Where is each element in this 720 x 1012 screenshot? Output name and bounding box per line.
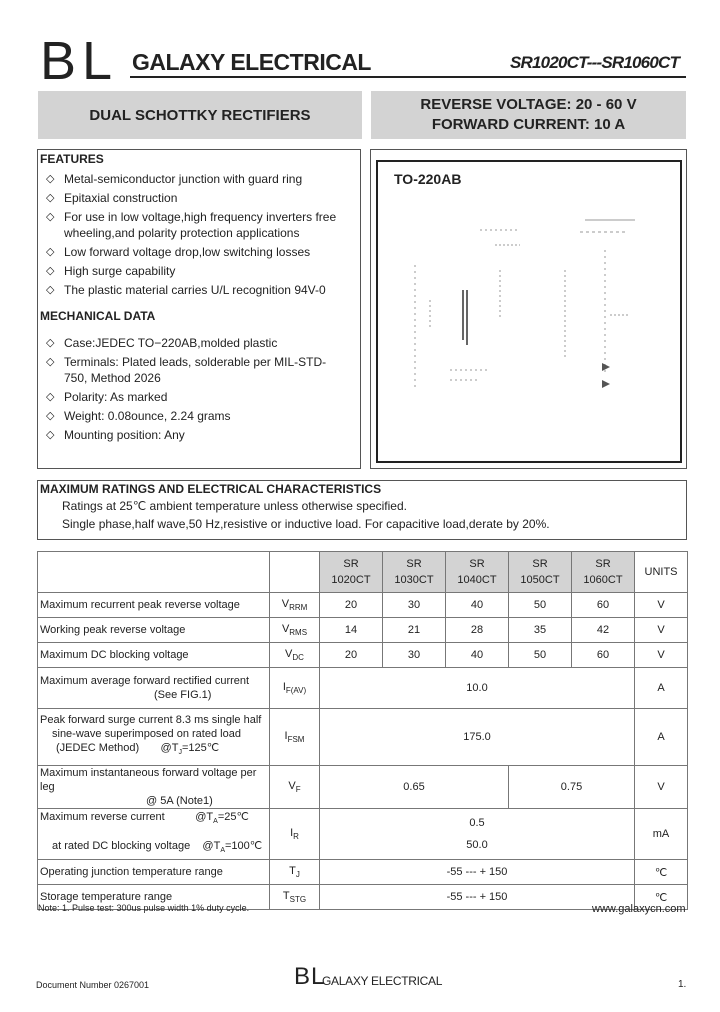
column-header: SR 1030CT <box>383 552 446 593</box>
table-row: Maximum instantaneous forward voltage per leg @ 5A (Note1) $V_F$ 0.65 0.75 V <box>38 766 688 809</box>
diamond-bullet-icon: ◇ <box>46 391 55 403</box>
table-row: Maximum recurrent peak reverse voltage $V_{RRM}$ 20 30 40 50 60 V <box>38 593 688 618</box>
diamond-bullet-icon: ◇ <box>46 192 55 204</box>
table-row: Working peak reverse voltage $V_{RMS}$ 14 21 28 35 42 V <box>38 618 688 643</box>
table-row: Maximum reverse current $@T_A=25℃$ at rated DC blocking voltage $@T_A=100℃$ $I_R$ 0.5 50.0 mA <box>38 809 688 860</box>
product-type: DUAL SCHOTTKY RECTIFIERS <box>89 106 311 124</box>
ratings-banner <box>371 91 686 139</box>
list-item: ◇ Low forward voltage drop,low switching losses <box>46 245 311 259</box>
table-row: Operating junction temperature range $T_J$ -55 --- + 150 ℃ <box>38 860 688 885</box>
list-item: ◇ Polarity: As marked <box>46 390 168 404</box>
column-header: SR 1040CT <box>446 552 509 593</box>
part-range: SR1020CT---SR1060CT <box>510 53 680 72</box>
footnote: Note: 1. Pulse test: 300us pulse width 1% duty cycle. <box>38 903 250 913</box>
column-header: SR 1020CT <box>320 552 383 593</box>
list-item: ◇ Metal-semiconductor junction with guard ring <box>46 172 303 186</box>
reverse-voltage: REVERSE VOLTAGE: 20 - 60 V <box>420 96 637 113</box>
features-title: FEATURES <box>40 152 104 166</box>
product-type-banner <box>38 91 362 139</box>
mechanical-list <box>46 335 336 446</box>
mechanical-title: MECHANICAL DATA <box>40 309 156 323</box>
diamond-bullet-icon: ◇ <box>46 284 55 296</box>
footer-logo: BL <box>294 963 326 990</box>
forward-current: FORWARD CURRENT: 10 A <box>431 116 626 133</box>
diamond-bullet-icon: ◇ <box>46 337 55 349</box>
diamond-bullet-icon: ◇ <box>46 211 55 223</box>
features-list <box>46 171 346 301</box>
header-rule <box>130 76 686 78</box>
table-header-blank <box>38 552 270 593</box>
document-number: Document Number 0267001 <box>36 980 150 990</box>
company-name: GALAXY ELECTRICAL <box>132 49 371 75</box>
list-item: ◇ Mounting position: Any <box>46 428 185 442</box>
list-item: ◇ Case:JEDEC TO−220AB,molded plastic <box>46 336 278 350</box>
website-link[interactable]: www.galaxycn.com <box>592 903 686 915</box>
column-header: SR 1060CT <box>572 552 635 593</box>
list-item: ◇ High surge capability <box>46 264 176 278</box>
ratings-title: MAXIMUM RATINGS AND ELECTRICAL CHARACTERISTICS <box>40 482 382 496</box>
list-item: ◇ For use in low voltage,high frequency inverters free wheeling,and polarity protection applications <box>46 210 337 240</box>
table-header-row <box>38 552 688 593</box>
table-row: Maximum average forward rectified current (See FIG.1) $I_{F(AV)}$ 10.0 A <box>38 668 688 709</box>
diamond-bullet-icon: ◇ <box>46 429 55 441</box>
table-row: Storage temperature range $T_{STG}$ -55 --- + 150 ℃ <box>38 885 688 910</box>
ratings-conditions: Ratings at 25℃ ambient temperature unless otherwise specified. <box>62 499 407 513</box>
diamond-bullet-icon: ◇ <box>46 410 55 422</box>
footer-company: GALAXY ELECTRICAL <box>322 974 443 988</box>
bl-logo: BL <box>40 31 119 91</box>
spec-table <box>37 551 688 910</box>
list-item: ◇ Terminals: Plated leads, solderable per MIL-STD-750, Method 2026 <box>46 355 327 385</box>
list-item: ◇ The plastic material carries U/L recognition 94V-0 <box>46 283 326 297</box>
units-header: UNITS <box>635 552 688 593</box>
table-row: Maximum DC blocking voltage $V_{DC}$ 20 30 40 50 60 V <box>38 643 688 668</box>
diamond-bullet-icon: ◇ <box>46 173 55 185</box>
diamond-bullet-icon: ◇ <box>46 265 55 277</box>
diamond-bullet-icon: ◇ <box>46 356 55 368</box>
table-row: Peak forward surge current 8.3 ms single half sine-wave superimposed on rated load (JEDEC Method) $@T_J=125℃$ $I_{FSM}$ 175.0 A <box>38 709 688 766</box>
table-header-blank <box>270 552 320 593</box>
ratings-load-note: Single phase,half wave,50 Hz,resistive or inductive load. For capacitive load,derate by 20%. <box>62 517 550 531</box>
list-item: ◇ Weight: 0.08ounce, 2.24 grams <box>46 409 231 423</box>
page-number: 1. <box>678 979 687 990</box>
package-outline-drawing <box>400 210 660 400</box>
list-item: ◇ Epitaxial construction <box>46 191 178 205</box>
package-title: TO-220AB <box>394 171 462 187</box>
diamond-bullet-icon: ◇ <box>46 246 55 258</box>
column-header: SR 1050CT <box>509 552 572 593</box>
